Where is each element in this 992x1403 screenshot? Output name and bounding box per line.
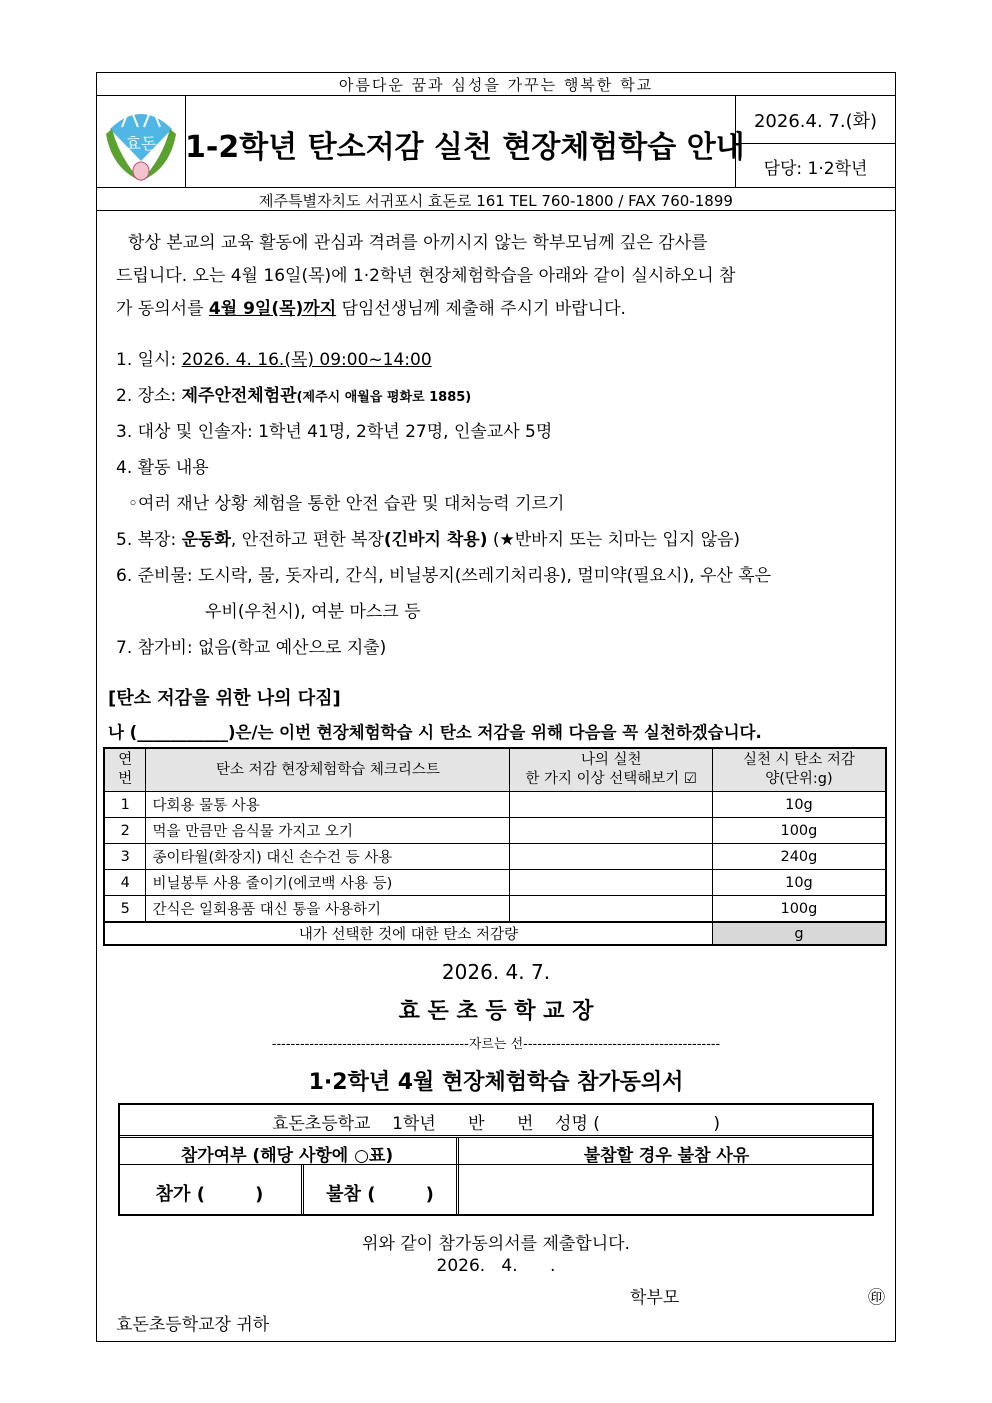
pledge-line: 나 (___________)은/는 이번 현장체험학습 시 탄소 저감을 위해 다음을 꼭 실천하겠습니다. — [108, 723, 762, 742]
attend-option[interactable]: 참가 ( ) — [155, 1184, 264, 1205]
total-row — [104, 922, 886, 945]
row-no: 1 — [104, 792, 146, 818]
row-amount: 10g — [712, 792, 886, 818]
signoff-date: 2026. 4. 7. — [441, 960, 551, 984]
item-participants: 3. 대상 및 인솔자: 1학년 41명, 2학년 27명, 인솔교사 5명 — [116, 422, 553, 442]
seal-mark: ㊞ — [868, 1288, 885, 1308]
pledge-heading: [탄소 저감을 위한 나의 다짐] — [108, 688, 341, 709]
table-row — [104, 818, 886, 844]
label: 5. 복장: — [116, 530, 182, 550]
in-charge: 담당: 1·2학년 — [763, 159, 868, 179]
place-address: (제주시 애월읍 평화로 1885) — [296, 390, 472, 405]
text: (긴바지 착용) — [383, 530, 488, 550]
row-amount: 100g — [712, 896, 886, 923]
label: 2. 장소: — [116, 386, 182, 406]
text: (★반바지 또는 치마는 입지 않음) — [487, 530, 741, 550]
intro-line: 드립니다. 오는 4월 16일(목)에 1·2학년 현장체험학습을 아래와 같이 실시하오니 참 — [116, 266, 736, 286]
absent-option[interactable]: 불참 ( ) — [326, 1184, 434, 1205]
row-item: 비닐봉투 사용 줄이기(에코백 사용 등) — [146, 870, 510, 896]
item-activity: 4. 활동 내용 — [116, 458, 209, 478]
intro-line: 항상 본교의 교육 활동에 관심과 격려를 아끼시지 않는 학부모님께 깊은 감사를 — [128, 233, 708, 253]
school-address: 제주특별자치도 서귀포시 효돈로 161 TEL 760-1800 / FAX 760-1899 — [259, 192, 733, 210]
consent-statement: 위와 같이 참가동의서를 제출합니다. — [362, 1234, 630, 1254]
item-supplies: 6. 준비물: 도시락, 물, 돗자리, 간식, 비닐봉지(쓰레기처리용), 멀미약(필요시), 우산 혹은 — [116, 566, 772, 586]
item-supplies-cont: 우비(우천시), 여분 마스크 등 — [205, 602, 421, 622]
row-item: 종이타월(화장지) 대신 손수건 등 사용 — [146, 844, 510, 870]
label: 1. 일시: — [116, 350, 182, 370]
col-amount: 실천 시 탄소 저감 양(단위:g) — [712, 748, 886, 792]
row-item: 다회용 물통 사용 — [146, 792, 510, 818]
row-item: 간식은 일회용품 대신 통을 사용하기 — [146, 896, 510, 923]
text: , 안전하고 편한 복장 — [230, 530, 384, 550]
col-no: 연 번 — [104, 748, 146, 792]
row-no: 2 — [104, 818, 146, 844]
row-amount: 10g — [712, 870, 886, 896]
principal-name: 효 돈 초 등 학 교 장 — [398, 999, 594, 1024]
attend-header: 참가여부 (해당 사항에 ○표) — [180, 1146, 394, 1166]
row-item: 먹을 만큼만 음식물 가지고 오기 — [146, 818, 510, 844]
school-logo — [100, 99, 182, 185]
cut-line: ------------------------------------------자르는 선------------------------------------------ — [271, 1037, 721, 1052]
text: 운동화 — [181, 530, 231, 550]
consent-date[interactable]: 2026. 4. . — [436, 1256, 556, 1276]
practice-checkbox[interactable] — [510, 818, 712, 844]
row-no: 4 — [104, 870, 146, 896]
row-no: 3 — [104, 844, 146, 870]
reason-header: 불참할 경우 불참 사유 — [583, 1146, 750, 1166]
absence-reason-field[interactable] — [460, 1167, 872, 1213]
addressee: 효돈초등학교장 귀하 — [116, 1315, 270, 1335]
total-amount-field[interactable]: g — [712, 922, 886, 945]
item-activity-detail: ◦여러 재난 상황 체험을 통한 안전 습관 및 대처능력 기르기 — [128, 494, 565, 514]
issue-date: 2026.4. 7.(화) — [753, 111, 878, 132]
student-info-field[interactable]: 효돈초등학교 1학년 반 번 성명 ( ) — [271, 1114, 721, 1134]
total-label: 내가 선택한 것에 대한 탄소 저감량 — [104, 922, 712, 945]
item-fee: 7. 참가비: 없음(학교 예산으로 지출) — [116, 638, 387, 658]
col-item: 탄소 저감 현장체험학습 체크리스트 — [146, 748, 510, 792]
intro-line — [116, 294, 626, 319]
item-attire — [116, 525, 740, 550]
parent-label: 학부모 — [630, 1288, 680, 1308]
consent-title: 1·2학년 4월 현장체험학습 참가동의서 — [308, 1070, 684, 1095]
practice-checkbox[interactable] — [510, 844, 712, 870]
value: 2026. 4. 16.(목) 09:00~14:00 — [181, 350, 432, 370]
practice-checkbox[interactable] — [510, 792, 712, 818]
school-motto: 아름다운 꿈과 심성을 가꾸는 행복한 학교 — [338, 76, 654, 94]
text: 담임선생님께 제출해 주시기 바랍니다. — [336, 299, 626, 319]
row-no: 5 — [104, 896, 146, 923]
table-row — [104, 870, 886, 896]
table-row — [104, 844, 886, 870]
col-practice: 나의 실천 한 가지 이상 선택해보기 ☑ — [510, 748, 712, 792]
row-amount: 100g — [712, 818, 886, 844]
row-amount: 240g — [712, 844, 886, 870]
table-header — [104, 748, 886, 792]
text: 가 동의서를 — [116, 299, 209, 319]
deadline: 4월 9일(목)까지 — [208, 299, 337, 319]
value: 제주안전체험관 — [181, 386, 297, 406]
practice-checkbox[interactable] — [510, 870, 712, 896]
item-place — [116, 381, 471, 406]
table-row — [104, 896, 886, 923]
item-date — [116, 345, 432, 370]
table-row — [104, 792, 886, 818]
svg-text:효돈: 효돈 — [125, 134, 157, 153]
page-title: 1-2학년 탄소저감 실천 현장체험학습 안내 — [185, 130, 745, 165]
checklist-table — [103, 747, 887, 946]
practice-checkbox[interactable] — [510, 896, 712, 923]
